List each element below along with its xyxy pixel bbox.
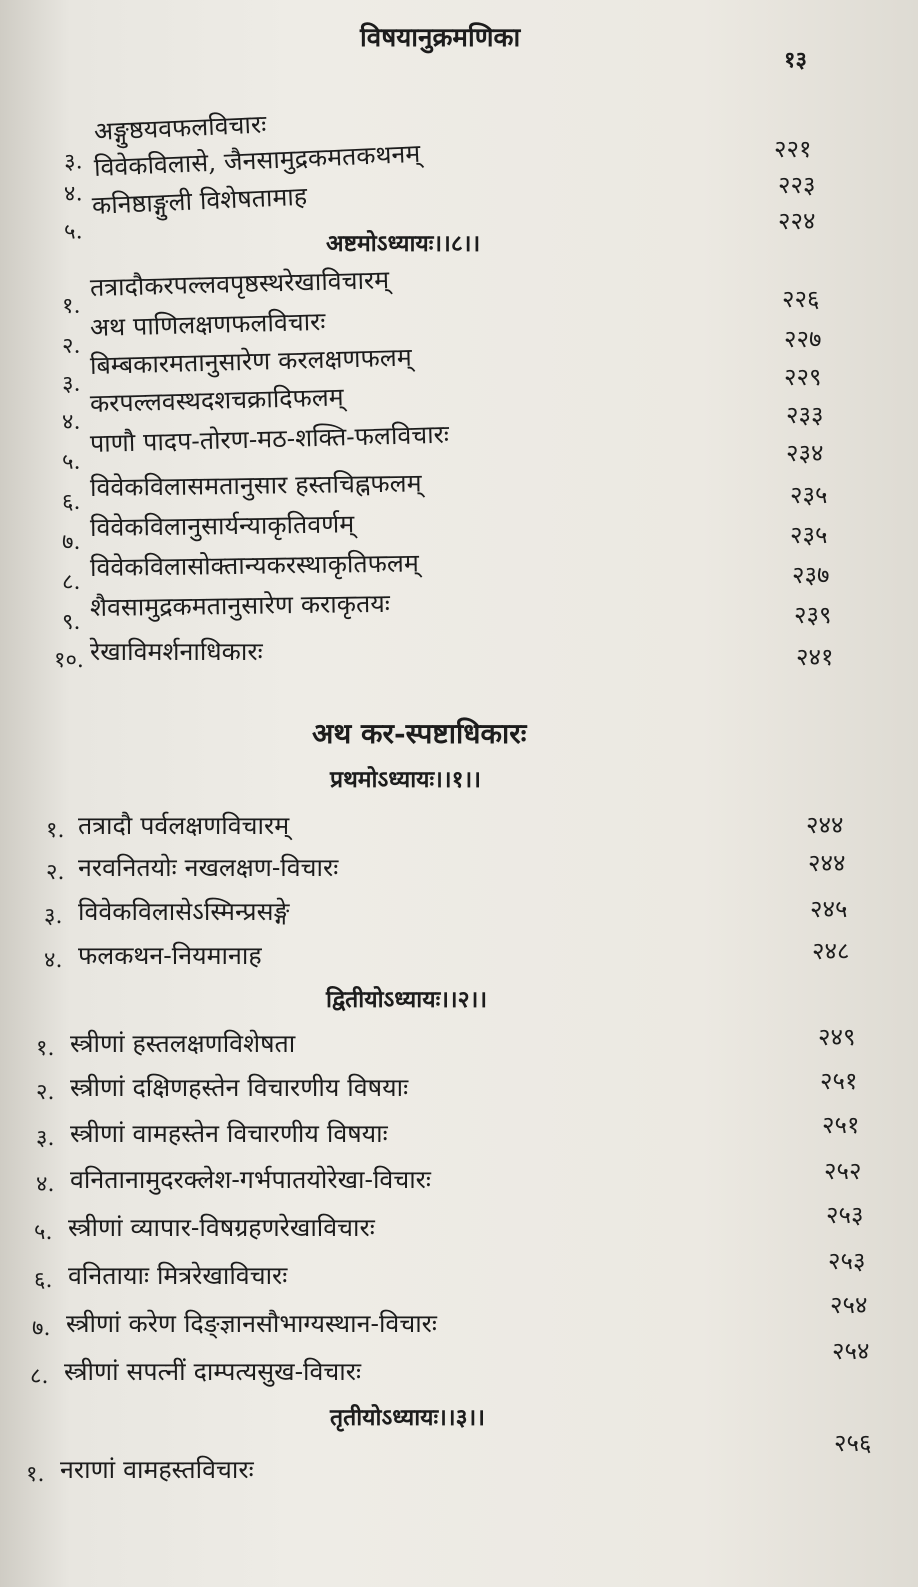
entry-number: ५. [34, 1220, 53, 1245]
entry-title: तत्रादौ पर्वलक्षणविचारम् [78, 811, 290, 840]
entry-number: ३. [44, 904, 63, 929]
entry-page: २२१ [774, 135, 812, 163]
entry-title: विवेकविलासमतानुसार हस्तचिह्नफलम् [89, 468, 422, 502]
toc-entry [0, 548, 918, 595]
entry-number: ४. [44, 948, 63, 973]
entry-title: कनिष्ठाङ्गुली विशेषतामाह [91, 181, 308, 220]
toc-entry [0, 1337, 918, 1389]
entry-page: २४८ [812, 937, 850, 965]
chapter-heading: द्वितीयोऽध्यायः।।२।। [326, 986, 488, 1013]
entry-number: ४. [36, 1172, 55, 1197]
entry-page: २५३ [828, 1247, 866, 1275]
entry-number: ५. [61, 449, 81, 475]
toc-entry [0, 850, 918, 884]
entry-title: विवेकविलासेऽस्मिन्प्रसङ्गे [78, 897, 290, 926]
entry-title: पाणौ पादप-तोरण-मठ-शक्ति-फलविचारः [89, 419, 450, 458]
entry-page: २२३ [778, 171, 816, 199]
entry-page: २२९ [784, 363, 822, 391]
entry-number: २. [46, 860, 65, 885]
toc-entry [0, 382, 918, 435]
toc-entry [0, 1023, 918, 1061]
entry-number: १. [36, 1036, 55, 1061]
entry-title: स्त्रीणां दक्षिणहस्तेन विचारणीय विषयाः [70, 1073, 409, 1102]
entry-title: बिम्बकारमतानुसारेण करलक्षणफलम् [89, 342, 413, 380]
page-number: १३ [784, 47, 807, 73]
toc-entry [0, 1157, 918, 1197]
entry-title: नराणां वामहस्तविचारः [60, 1455, 254, 1484]
entry-title: फलकथन-नियमानाह [78, 941, 262, 970]
entry-page: २५३ [826, 1201, 864, 1229]
chapter-heading: अष्टमोऽध्यायः।।८।। [326, 230, 481, 257]
entry-title: स्त्रीणां करेण दिङ्ज्ञानसौभाग्यस्थान-विचारः [66, 1309, 437, 1338]
toc-entry [0, 509, 918, 555]
entry-page: २२६ [782, 285, 820, 313]
entry-title: अथ पाणिलक्षणफलविचारः [89, 306, 326, 342]
entry-number: ९. [61, 609, 81, 635]
entry-title: वनितायाः मित्ररेखाविचारः [68, 1261, 288, 1290]
page-title: विषयानुक्रमणिका [360, 23, 521, 53]
toc-entry [0, 1247, 918, 1293]
entry-title: स्त्रीणां वामहस्तेन विचारणीय विषयाः [70, 1119, 388, 1148]
toc-entry [0, 1291, 918, 1341]
entry-page: २५१ [820, 1067, 858, 1095]
entry-page: २३४ [786, 439, 824, 467]
toc-entry [0, 306, 918, 359]
toc-entry [0, 1067, 918, 1105]
toc-entry [0, 1201, 918, 1245]
toc-entry [0, 634, 918, 673]
entry-page: २५१ [822, 1111, 860, 1139]
entry-number: ४. [61, 409, 81, 435]
entry-title: रेखाविमर्शनाधिकारः [90, 637, 263, 666]
entry-number: १. [46, 818, 65, 843]
entry-title: अङ्गुष्ठयवफलविचारः [93, 109, 267, 146]
entry-number: ७. [32, 1316, 51, 1341]
entry-number: १०. [54, 648, 84, 673]
entry-title: स्त्रीणां सपत्नीं दाम्पत्यसुख-विचारः [64, 1357, 362, 1386]
toc-entry [0, 938, 918, 972]
entry-title: तत्रादौकरपल्लवपृष्ठस्थरेखाविचारम् [89, 265, 390, 302]
entry-page: २३७ [792, 561, 830, 589]
entry-title: नरवनितयोः नखलक्षण-विचारः [78, 853, 339, 882]
entry-number: ६. [61, 489, 81, 515]
toc-entry [0, 894, 918, 928]
entry-page: २४१ [796, 643, 834, 671]
toc-entry [0, 1111, 918, 1151]
entry-page: २५४ [830, 1291, 868, 1319]
entry-page: २४४ [806, 811, 844, 839]
entry-page: २३९ [794, 601, 832, 629]
entry-title: वनितानामुदरक्लेश-गर्भपातयोरेखा-विचारः [70, 1165, 431, 1194]
entry-title: शैवसामुद्रकमतानुसारेण कराकृतयः [89, 588, 390, 622]
toc-entry [0, 468, 918, 515]
entry-number: ५. [63, 219, 84, 245]
entry-number: २. [36, 1080, 55, 1105]
entry-number: १. [61, 293, 81, 319]
entry-number: ३. [36, 1126, 55, 1151]
entry-page: २४५ [810, 895, 848, 923]
entry-page: २३३ [786, 401, 824, 429]
entry-number: ३. [63, 149, 84, 175]
entry-number: ४. [63, 181, 84, 207]
entry-page: २३५ [790, 481, 828, 509]
entry-title: स्त्रीणां व्यापार-विषग्रहणरेखाविचारः [68, 1213, 375, 1242]
entry-number: ७. [61, 529, 81, 555]
entry-page: २४९ [818, 1023, 856, 1051]
entry-title: विवेकविलानुसार्यन्याकृतिवर्णम् [89, 509, 355, 542]
entry-page: २५४ [832, 1337, 870, 1365]
section-heading: अथ कर-स्पष्टाधिकारः [312, 717, 527, 750]
entry-title: विवेकविलासे, जैनसामुद्रकमतकथनम् [93, 138, 421, 182]
entry-number: ६. [34, 1268, 53, 1293]
toc-entry [0, 265, 918, 319]
entry-number: ८. [61, 569, 81, 595]
entry-page: २२७ [784, 325, 822, 353]
entry-number: ३. [61, 371, 81, 397]
entry-number: १. [26, 1462, 45, 1487]
toc-entry [0, 342, 918, 397]
entry-page: २४४ [808, 849, 846, 877]
entry-page: २२४ [778, 207, 816, 235]
entry-title: करपल्लवस्थदशचक्रादिफलम् [89, 382, 345, 418]
toc-entry [0, 1429, 918, 1487]
entry-title: स्त्रीणां हस्तलक्षणविशेषता [70, 1029, 296, 1058]
entry-page: २५२ [824, 1157, 862, 1185]
entry-page: २३५ [790, 521, 828, 549]
toc-entry [0, 419, 918, 475]
entry-number: ८. [30, 1364, 49, 1389]
chapter-heading: तृतीयोऽध्यायः।।३।। [330, 1404, 485, 1431]
toc-entry [0, 588, 918, 635]
toc-entry [0, 808, 918, 842]
entry-page: २५६ [834, 1429, 872, 1457]
entry-number: २. [61, 333, 81, 359]
entry-title: विवेकविलासोक्तान्यकरस्थाकृतिफलम् [89, 548, 420, 582]
chapter-heading: प्रथमोऽध्यायः।।१।। [330, 766, 481, 793]
